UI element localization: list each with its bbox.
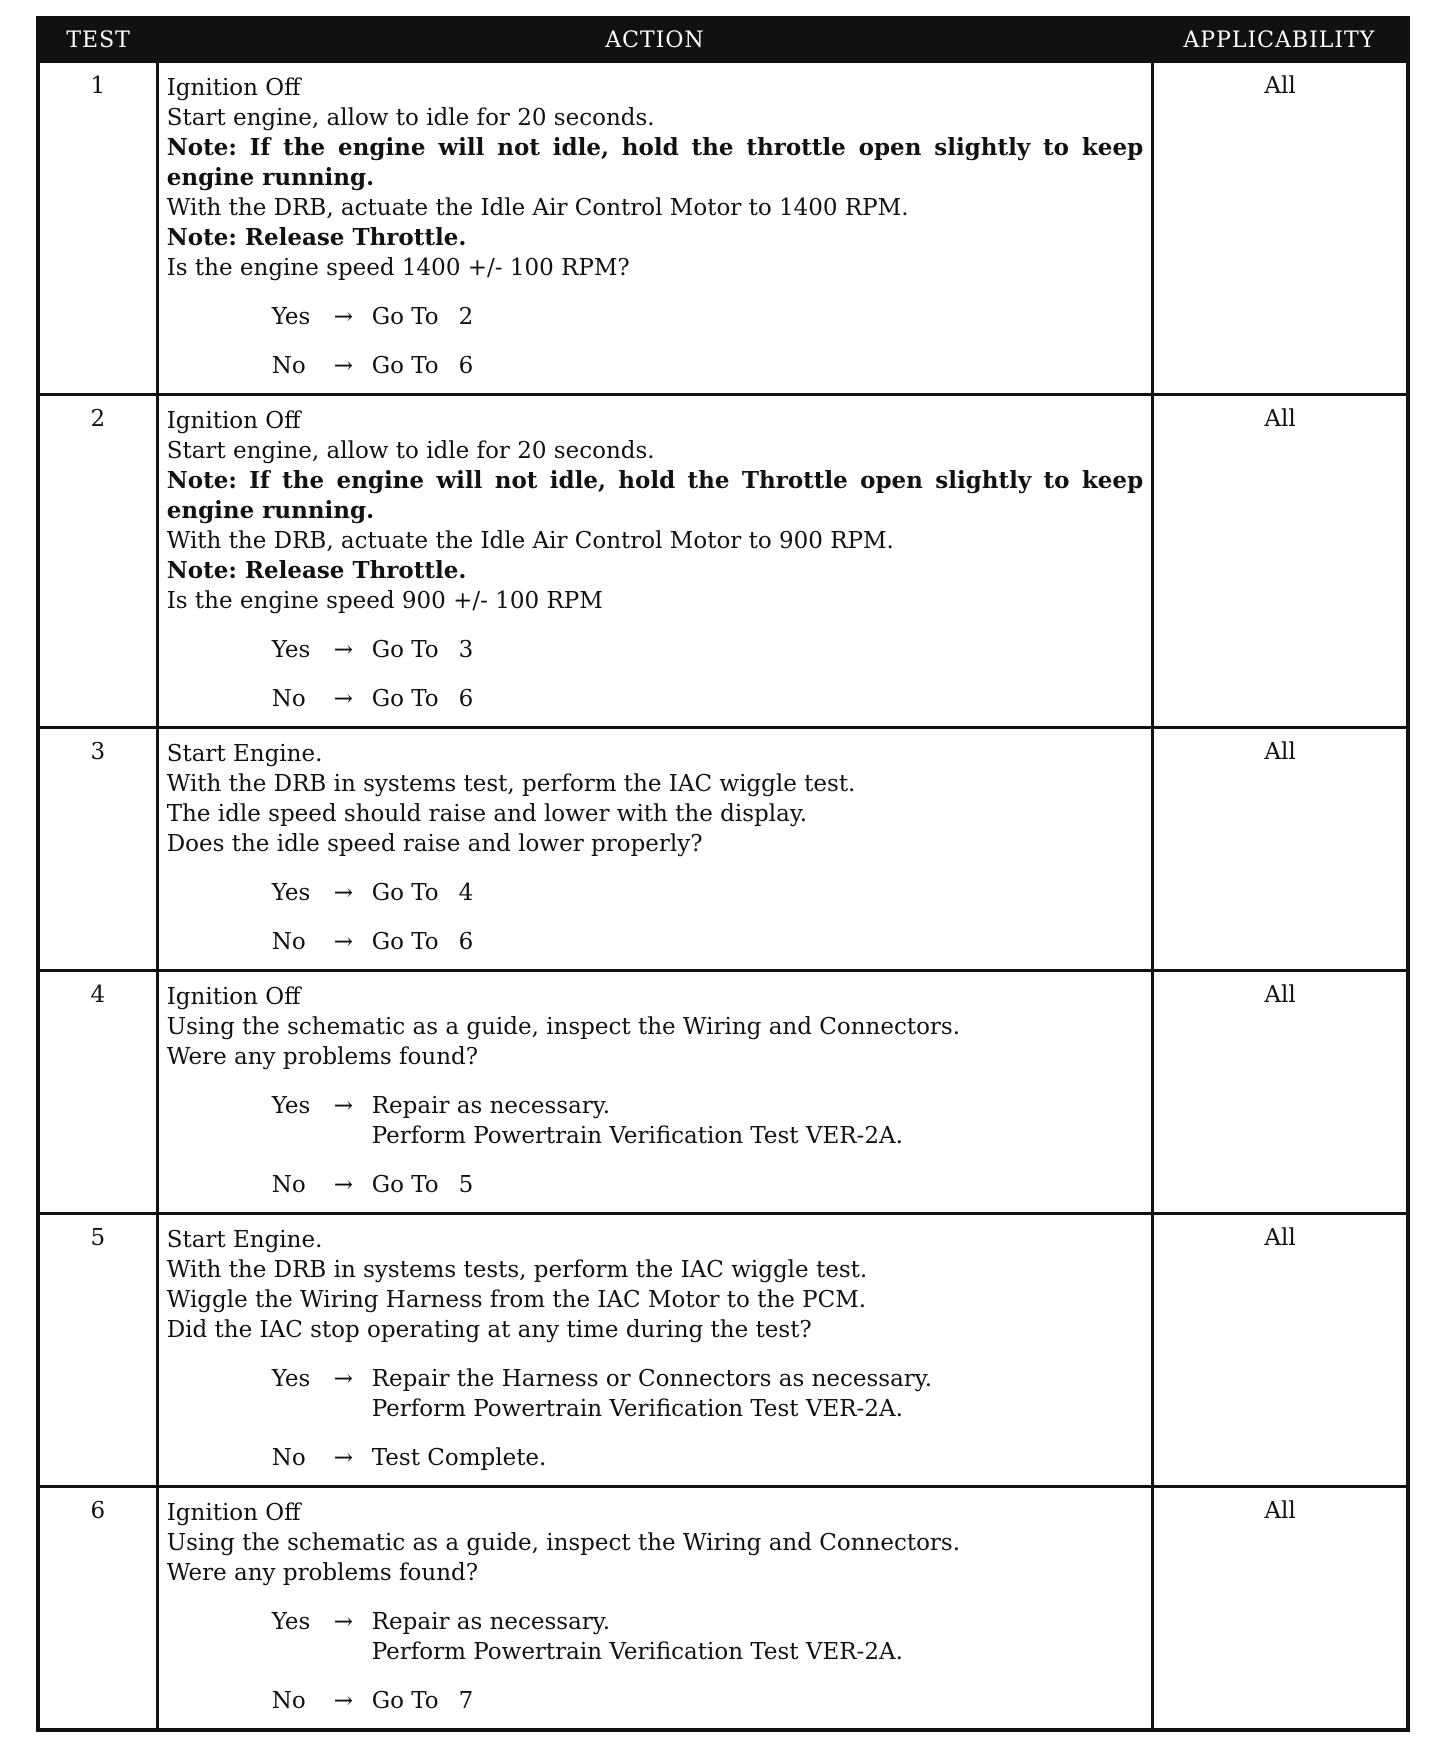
branch-result	[372, 684, 1143, 714]
test-applicability: All	[1153, 1487, 1408, 1731]
goto-text: Go To	[371, 1172, 439, 1198]
arrow-right-icon: →	[333, 1445, 353, 1471]
branch-label: Yes	[271, 880, 311, 906]
branch-instruction: Perform Powertrain Verification Test VER-2A.	[371, 1639, 903, 1665]
branch-result	[372, 927, 1143, 957]
branch-no	[272, 1686, 1143, 1716]
goto-target: 2	[458, 304, 474, 330]
branch-yes	[272, 1607, 1143, 1667]
table-row	[38, 62, 1408, 395]
branch-no	[272, 927, 1143, 957]
test-action	[157, 1214, 1152, 1487]
action-step: Start Engine.	[166, 741, 323, 767]
diagnostic-test-table	[36, 16, 1410, 1732]
action-step: Wiggle the Wiring Harness from the IAC Motor to the PCM.	[166, 1287, 867, 1313]
table-row	[38, 395, 1408, 728]
table-body	[38, 62, 1408, 1731]
arrow-right-icon: →	[333, 1688, 353, 1714]
branch-yes	[272, 878, 1143, 908]
branch-instruction: Repair as necessary.	[371, 1093, 611, 1119]
goto-target: 5	[458, 1172, 474, 1198]
arrow-right-icon: →	[333, 1366, 353, 1392]
branch-label: Yes	[271, 1609, 311, 1635]
branch-result	[372, 1686, 1143, 1716]
goto-target: 6	[458, 353, 474, 379]
action-step: Ignition Off	[166, 1500, 301, 1526]
header-applicability: APPLICABILITY	[1153, 18, 1408, 62]
test-number: 4	[38, 971, 157, 1214]
branch-no	[272, 351, 1143, 381]
action-step: Is the engine speed 900 +/- 100 RPM	[166, 588, 603, 614]
action-step: Using the schematic as a guide, inspect the Wiring and Connectors.	[166, 1530, 961, 1556]
goto-target: 6	[458, 686, 474, 712]
branch-result	[372, 302, 1143, 332]
goto-text: Go To	[371, 353, 439, 379]
action-step: With the DRB in systems test, perform the IAC wiggle test.	[166, 771, 856, 797]
branch-label: No	[271, 929, 306, 955]
branch-instruction: Test Complete.	[371, 1445, 547, 1471]
arrow-right-icon: →	[333, 880, 353, 906]
action-step: Were any problems found?	[166, 1560, 479, 1586]
test-applicability: All	[1153, 1214, 1408, 1487]
goto-target: 7	[458, 1688, 474, 1714]
action-step: Ignition Off	[166, 408, 301, 434]
branch-result	[372, 351, 1143, 381]
test-applicability: All	[1153, 62, 1408, 395]
branch-no	[272, 1170, 1143, 1200]
test-number: 3	[38, 728, 157, 971]
table-row	[38, 728, 1408, 971]
branch-result	[372, 1091, 1143, 1151]
action-step: The idle speed should raise and lower with the display.	[166, 801, 808, 827]
goto-text: Go To	[371, 880, 439, 906]
goto-text: Go To	[371, 637, 439, 663]
arrow-right-icon: →	[333, 637, 353, 663]
test-action	[157, 971, 1152, 1214]
branch-label: No	[271, 353, 306, 379]
action-step: Is the engine speed 1400 +/- 100 RPM?	[166, 255, 630, 281]
action-step: Did the IAC stop operating at any time during the test?	[166, 1317, 812, 1343]
branch-result	[372, 1170, 1143, 1200]
branch-label: No	[271, 1688, 306, 1714]
table-header-row	[38, 18, 1408, 62]
goto-text: Go To	[371, 929, 439, 955]
goto-target: 4	[458, 880, 474, 906]
test-number: 6	[38, 1487, 157, 1731]
branch-label: Yes	[271, 1093, 311, 1119]
arrow-right-icon: →	[333, 304, 353, 330]
branch-label: Yes	[271, 1366, 311, 1392]
branch-yes	[272, 302, 1143, 332]
branch-yes	[272, 1364, 1143, 1424]
test-action	[157, 1487, 1152, 1731]
action-step: Were any problems found?	[166, 1044, 479, 1070]
action-note: Note: Release Throttle.	[166, 224, 467, 251]
test-applicability: All	[1153, 971, 1408, 1214]
goto-target: 3	[458, 637, 474, 663]
action-step: With the DRB in systems tests, perform the IAC wiggle test.	[166, 1257, 868, 1283]
action-step: Using the schematic as a guide, inspect the Wiring and Connectors.	[166, 1014, 961, 1040]
action-step: With the DRB, actuate the Idle Air Control Motor to 900 RPM.	[166, 528, 894, 554]
branch-instruction: Perform Powertrain Verification Test VER-2A.	[371, 1396, 903, 1422]
table-row	[38, 1214, 1408, 1487]
branch-yes	[272, 635, 1143, 665]
goto-text: Go To	[371, 1688, 439, 1714]
goto-text: Go To	[371, 686, 439, 712]
arrow-right-icon: →	[333, 1609, 353, 1635]
action-step: Start engine, allow to idle for 20 seconds.	[166, 438, 655, 464]
action-step: Ignition Off	[166, 984, 301, 1010]
branch-no	[272, 684, 1143, 714]
test-number: 2	[38, 395, 157, 728]
branch-label: No	[271, 1445, 306, 1471]
branch-result	[372, 1443, 1143, 1473]
action-step: With the DRB, actuate the Idle Air Control Motor to 1400 RPM.	[166, 195, 909, 221]
test-number: 1	[38, 62, 157, 395]
branch-instruction: Repair as necessary.	[371, 1609, 611, 1635]
test-action	[157, 395, 1152, 728]
branch-label: Yes	[271, 304, 311, 330]
branch-result	[372, 878, 1143, 908]
arrow-right-icon: →	[333, 1172, 353, 1198]
test-action	[157, 62, 1152, 395]
test-applicability: All	[1153, 728, 1408, 971]
diagnostic-procedure-document	[36, 16, 1410, 1732]
action-note: Note: If the engine will not idle, hold the Throttle open slightly to keep engine running.	[166, 467, 1144, 524]
table-row	[38, 1487, 1408, 1731]
branch-label: Yes	[271, 637, 311, 663]
action-step: Start engine, allow to idle for 20 seconds.	[166, 105, 655, 131]
action-note: Note: If the engine will not idle, hold the throttle open slightly to keep engine running.	[166, 134, 1144, 191]
test-applicability: All	[1153, 395, 1408, 728]
branch-result	[372, 1607, 1143, 1667]
goto-text: Go To	[371, 304, 439, 330]
test-action	[157, 728, 1152, 971]
branch-label: No	[271, 1172, 306, 1198]
arrow-right-icon: →	[333, 1093, 353, 1119]
table-row	[38, 971, 1408, 1214]
branch-instruction: Repair the Harness or Connectors as necessary.	[371, 1366, 933, 1392]
action-note: Note: Release Throttle.	[166, 557, 467, 584]
branch-label: No	[271, 686, 306, 712]
action-step: Ignition Off	[166, 75, 301, 101]
branch-result	[372, 1364, 1143, 1424]
branch-result	[372, 635, 1143, 665]
action-step: Start Engine.	[166, 1227, 323, 1253]
action-step: Does the idle speed raise and lower properly?	[166, 831, 703, 857]
branch-yes	[272, 1091, 1143, 1151]
header-action: ACTION	[157, 18, 1152, 62]
arrow-right-icon: →	[333, 353, 353, 379]
arrow-right-icon: →	[333, 686, 353, 712]
test-number: 5	[38, 1214, 157, 1487]
arrow-right-icon: →	[333, 929, 353, 955]
goto-target: 6	[458, 929, 474, 955]
header-test: TEST	[38, 18, 157, 62]
branch-no	[272, 1443, 1143, 1473]
branch-instruction: Perform Powertrain Verification Test VER-2A.	[371, 1123, 903, 1149]
